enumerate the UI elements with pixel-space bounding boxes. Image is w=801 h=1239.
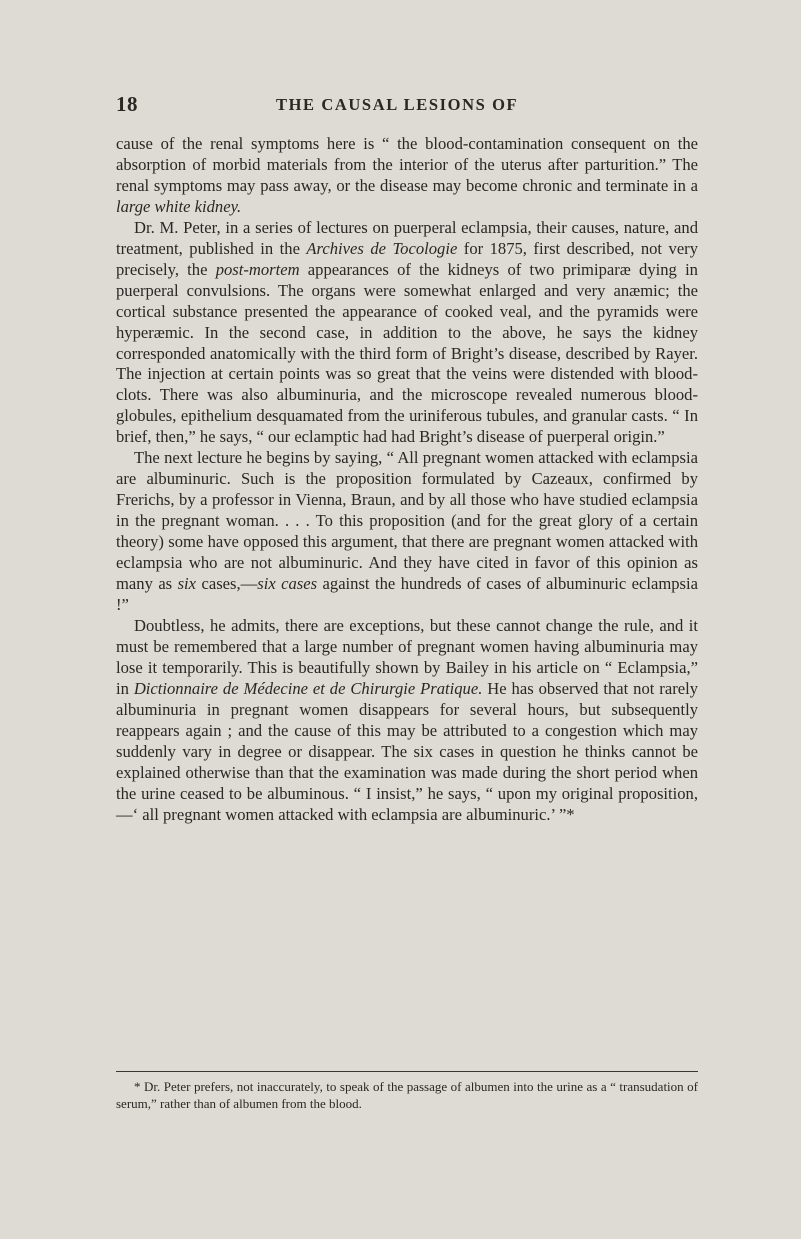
paragraph [116,616,698,826]
italic-text: post-mortem [215,259,300,279]
paragraph [116,448,698,616]
footnote-divider [116,1071,698,1072]
paragraph [116,218,698,448]
footnote [116,1078,698,1112]
paragraph [116,134,698,218]
text-run: appearances of the kidneys of two primiparæ dying in puerperal convulsions. The organs were somewhat enlarged and very anæmic; the cortical substance presented the appearance of cooked veal, and the pyramids were hyperæmic. In the second case, in addition to the above, he says the kidney corresponded anatomically with the third form of Bright’s disease, described by Rayer. The injection at certain points was so great that the veins were distended with blood-clots. There was also albuminuria, and the microscope revealed numerous blood-globules, epithelium desquamated from the uriniferous tubules, and granular casts. “ In brief, then,” he says, “ our eclamptic had had Bright’s disease of puerperal origin.” [116,259,698,447]
body-text [116,134,698,825]
text-run: against the hundreds of cases of albuminuric eclampsia !” [116,574,698,614]
italic-text: large white kidney. [116,196,242,216]
text-run: for 1875, first described, not very precisely, the [116,238,699,279]
text-run: Dr. M. Peter, in a series of lectures on puerperal eclampsia, their causes, nature, and treatment, published in the [116,217,698,258]
page-header [116,92,696,120]
italic-text: Dictionnaire de Médecine et de Chirurgie Pratique. [133,678,483,698]
italic-text: six cases [257,574,318,594]
text-run: The next lecture he begins by saying, “ All pregnant women attacked with eclampsia are albuminuric. Such is the proposition formulated by Cazeaux, confirmed by Frerichs, by a professor in Vienna, Braun, and by all those who have studied eclampsia in the pregnant woman. . . . To this proposition (and for the great glory of a certain theory) some have opposed this argument, that there are pregnant women attacked with eclampsia who are not albuminuric. And they have cited in favor of this opinion as many as [116,448,698,594]
italic-text: six [177,574,197,594]
text-run: Doubtless, he admits, there are exceptions, but these cannot change the rule, and it must be remembered that a large number of pregnant women having albuminuria may lose it temporarily. This is beautifully shown by Bailey in his article on “ Eclampsia,” in [116,615,698,698]
footnote-text: * Dr. Peter prefers, not inaccurately, to speak of the passage of albumen into the urine as a “ transudation of serum,” rather than of albumen from the blood. [116,1079,698,1111]
text-run: cases,— [196,574,258,594]
text-run: He has observed that not rarely albuminuria in pregnant women disappears for several hours, but subsequently reappears again ; and the cause of this may be attributed to a congestion which may suddenly vary in degree or disappear. The six cases in question he thinks cannot be explained otherwise than that the examination was made during the short period when the urine ceased to be albuminous. “ I insist,” he says, “ upon my original proposition,—‘ all pregnant women attacked with eclampsia are albuminuric.’ ”* [116,678,698,824]
italic-text: Archives de Tocologie [306,238,458,258]
text-run: cause of the renal symptoms here is “ the blood-contamination consequent on the absorption of morbid materials from the interior of the uterus after parturition.” The renal symptoms may pass away, or the disease may become chronic and terminate in a [116,134,698,195]
page-number: 18 [116,92,138,116]
running-head: THE CAUSAL LESIONS OF [276,95,519,114]
